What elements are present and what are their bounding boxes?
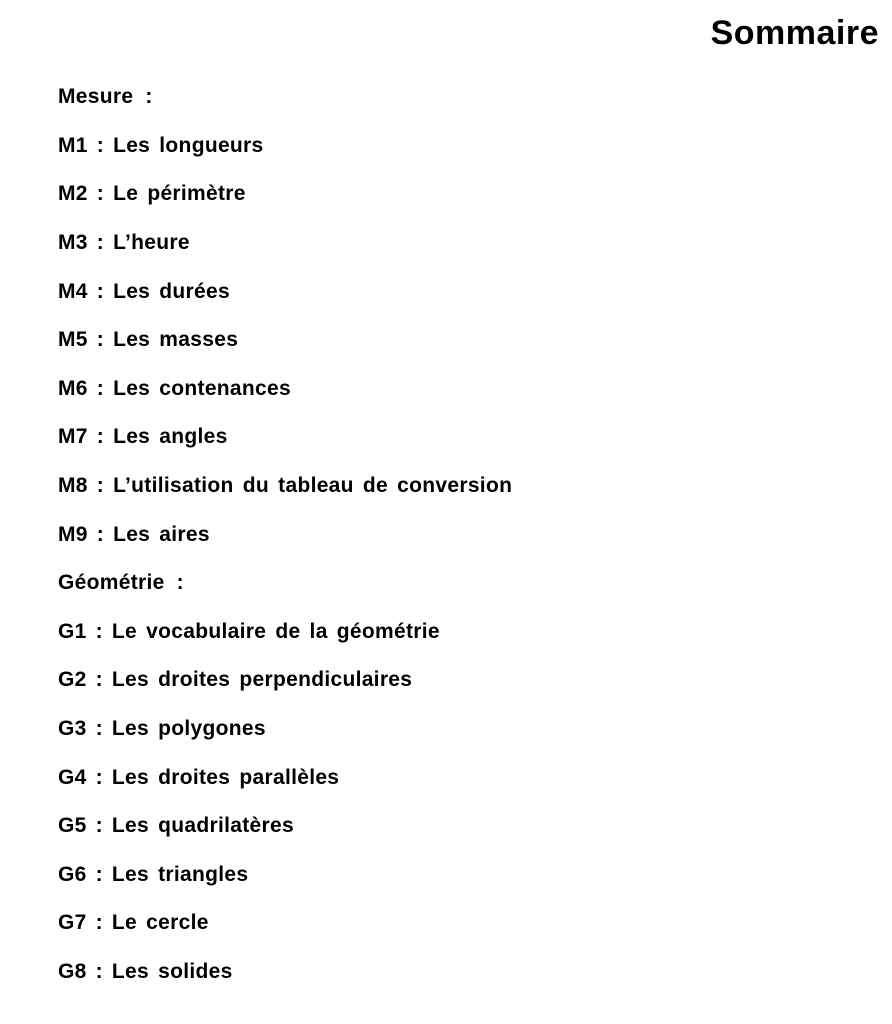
- toc-item-colon: :: [95, 959, 103, 983]
- toc-item-code: M3: [58, 231, 88, 255]
- toc-item-colon: :: [96, 376, 105, 400]
- toc-item-colon: :: [96, 425, 105, 449]
- section-heading-label: Géométrie: [58, 571, 165, 595]
- toc-item-label: Le cercle: [111, 911, 209, 935]
- toc-item-code: G6: [58, 862, 87, 886]
- toc-item-m3: [58, 219, 858, 268]
- toc-item-m2: [58, 170, 858, 219]
- section-heading-mesure: [58, 73, 858, 122]
- toc-item-label: Les quadrilatères: [111, 814, 294, 838]
- toc-item-m8: [58, 462, 858, 511]
- toc-item-code: M1: [58, 133, 88, 157]
- section-heading-label: Mesure: [58, 85, 134, 109]
- toc-item-label: Les polygones: [111, 717, 266, 741]
- toc-item-colon: :: [95, 765, 103, 789]
- toc-item-label: Les solides: [111, 959, 233, 983]
- toc-item-code: G4: [58, 765, 87, 789]
- toc-item-g4: [58, 753, 858, 802]
- toc-item-code: M2: [58, 182, 88, 206]
- toc-item-code: M8: [58, 474, 88, 498]
- toc-item-g2: [58, 656, 858, 705]
- toc-item-colon: :: [96, 182, 105, 206]
- toc-item-label: Les droites parallèles: [111, 765, 340, 789]
- toc-item-label: Les aires: [113, 522, 210, 546]
- toc-item-colon: :: [95, 911, 103, 935]
- toc-item-colon: :: [95, 814, 103, 838]
- toc-item-label: Le vocabulaire de la géométrie: [111, 619, 440, 643]
- toc-item-m5: [58, 316, 858, 365]
- toc-item-label: L’heure: [113, 231, 190, 255]
- toc-item-label: Les longueurs: [113, 133, 264, 157]
- toc-item-g3: [58, 705, 858, 754]
- toc-item-label: Les droites perpendiculaires: [111, 668, 413, 692]
- toc-item-label: Les masses: [113, 328, 239, 352]
- toc-item-code: G2: [58, 668, 87, 692]
- toc-item-code: G7: [58, 911, 87, 935]
- toc-item-colon: :: [96, 328, 105, 352]
- section-heading-colon: :: [176, 571, 184, 595]
- toc-item-m7: [58, 413, 858, 462]
- toc-item-label: Les contenances: [113, 376, 291, 400]
- toc-item-colon: :: [96, 474, 105, 498]
- section-heading-colon: :: [145, 85, 153, 109]
- page-title: Sommaire: [710, 14, 879, 52]
- toc-item-g7: [58, 899, 858, 948]
- toc-item-colon: :: [96, 133, 105, 157]
- toc-item-g8: [58, 948, 858, 997]
- toc-item-colon: :: [95, 619, 103, 643]
- toc-item-g6: [58, 851, 858, 900]
- table-of-contents: [58, 73, 858, 996]
- toc-item-colon: :: [95, 862, 103, 886]
- toc-item-g1: [58, 608, 858, 657]
- toc-item-label: L’utilisation du tableau de conversion: [113, 474, 513, 498]
- toc-item-label: Les triangles: [111, 862, 249, 886]
- section-heading-geometrie: [58, 559, 858, 608]
- toc-item-code: M7: [58, 425, 88, 449]
- toc-item-m1: [58, 122, 858, 171]
- toc-item-code: M9: [58, 522, 88, 546]
- toc-item-code: M5: [58, 328, 88, 352]
- toc-item-code: M4: [58, 279, 88, 303]
- toc-item-code: G5: [58, 814, 87, 838]
- toc-item-label: Le périmètre: [113, 182, 246, 206]
- toc-item-m4: [58, 267, 858, 316]
- toc-item-colon: :: [96, 522, 105, 546]
- toc-item-m6: [58, 365, 858, 414]
- toc-item-colon: :: [96, 231, 105, 255]
- toc-item-colon: :: [95, 668, 103, 692]
- toc-item-m9: [58, 510, 858, 559]
- toc-item-code: M6: [58, 376, 88, 400]
- toc-item-colon: :: [95, 717, 103, 741]
- toc-item-g5: [58, 802, 858, 851]
- toc-item-code: G3: [58, 717, 87, 741]
- toc-item-code: G8: [58, 959, 87, 983]
- toc-item-label: Les durées: [113, 279, 230, 303]
- toc-item-colon: :: [96, 279, 105, 303]
- toc-item-code: G1: [58, 619, 87, 643]
- toc-item-label: Les angles: [113, 425, 228, 449]
